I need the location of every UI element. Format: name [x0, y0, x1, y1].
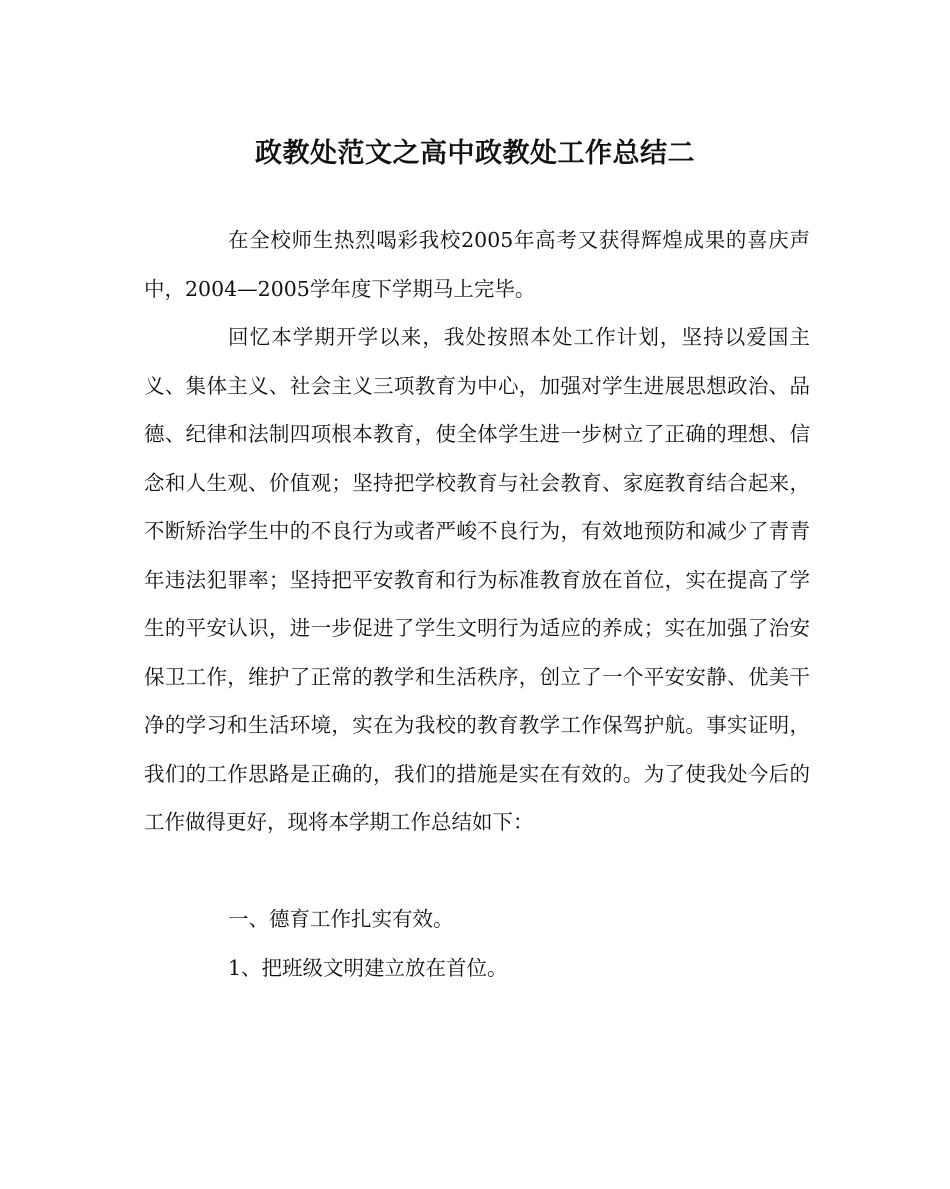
- paragraph-review: 回忆本学期开学以来，我处按照本处工作计划，坚持以爱国主义、集体主义、社会主义三项教育为中心，加强对学生进展思想政治、品德、纪律和法制四项根本教育，使全体学生进一步树立了正确的理想、信念和人生观、价值观；坚持把学校教育与社会教育、家庭教育结合起来，不断矫治学生中的不良行为或者严峻不良行为，有效地预防和减少了青青年违法犯罪率；坚持把平安教育和行为标准教育放在首位，实在提高了学生的平安认识，进一步促进了学生文明行为适应的养成；实在加强了治安保卫工作，维护了正常的教学和生活秩序，创立了一个平安安静、优美干净的学习和生活环境，实在为我校的教育教学工作保驾护航。事实证明，我们的工作思路是正确的，我们的措施是实在有效的。为了使我处今后的工作做得更好，现将本学期工作总结如下：: [144, 325, 810, 834]
- paragraph-intro: 在全校师生热烈喝彩我校2005年高考又获得辉煌成果的喜庆声中，2004—2005学年度下学期马上完毕。: [144, 228, 810, 301]
- section-heading: 一、德育工作扎实有效。: [228, 907, 454, 931]
- document-title: 政教处范文之高中政教处工作总结二: [255, 138, 695, 169]
- list-item: 1、把班级文明建立放在首位。: [228, 956, 508, 980]
